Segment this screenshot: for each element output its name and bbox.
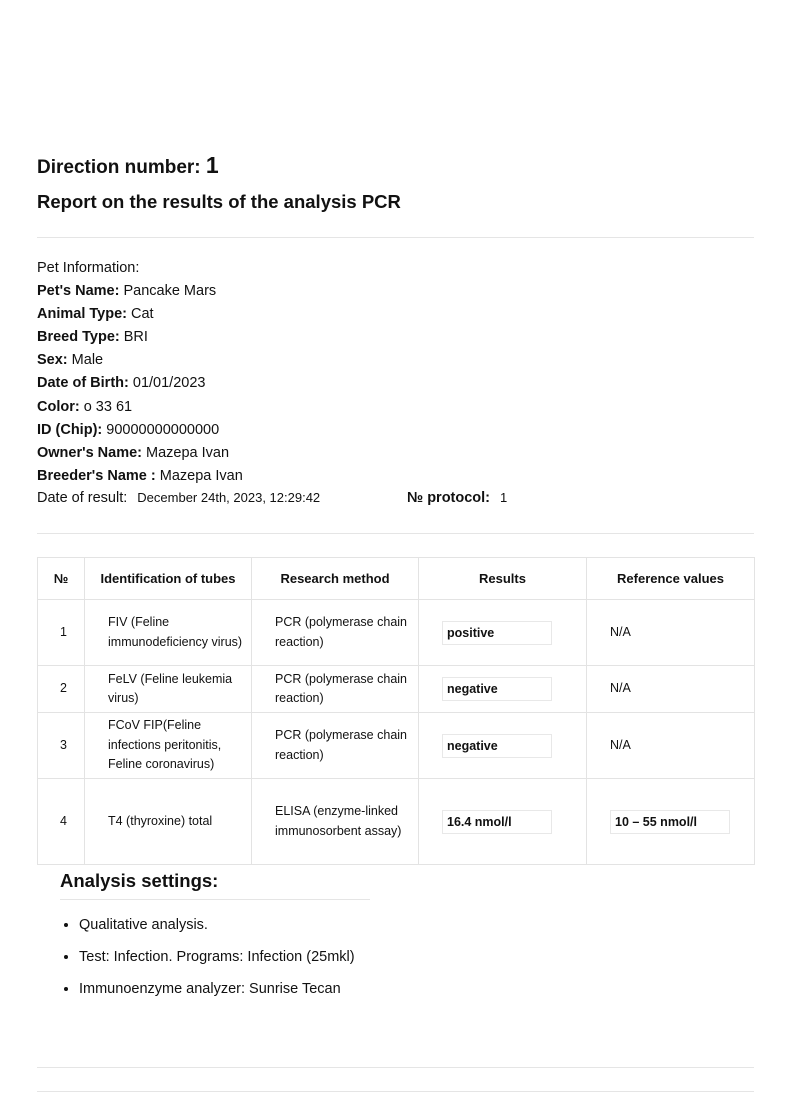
date-of-result-label: Date of result:	[37, 490, 128, 506]
color-row	[37, 396, 243, 419]
table-row	[38, 713, 755, 779]
pet-information	[37, 257, 243, 488]
method-cell: PCR (polymerase chain reaction)	[252, 713, 419, 779]
divider	[37, 237, 754, 238]
reference-value: 10 – 55 nmol/l	[610, 810, 730, 834]
result-cell	[419, 600, 587, 666]
direction-label: Direction number:	[37, 157, 201, 178]
method-cell: PCR (polymerase chain reaction)	[252, 666, 419, 713]
field-value: BRI	[123, 329, 148, 346]
divider	[37, 1067, 754, 1068]
field-value: Mazepa Ivan	[146, 444, 230, 461]
result-value: 16.4 nmol/l	[442, 810, 552, 834]
pet-name-row	[37, 280, 243, 303]
result-cell	[419, 779, 587, 865]
field-value: 90000000000000	[106, 421, 220, 438]
header-number: №	[38, 558, 85, 600]
date-of-birth-row	[37, 372, 243, 395]
settings-title: Analysis settings:	[60, 870, 219, 891]
reference-cell	[587, 779, 755, 865]
tube-cell: FIV (Feline immunodeficiency virus)	[85, 600, 252, 666]
table-row	[38, 779, 755, 865]
tube-cell: FCoV FIP(Feline infections peritonitis, Feline coronavirus)	[85, 713, 252, 779]
results-table	[37, 557, 755, 865]
header-results: Results	[419, 558, 587, 600]
direction-number: 1	[205, 152, 219, 178]
result-cell	[419, 713, 587, 779]
field-value: Pancake Mars	[123, 283, 217, 300]
field-value: Mazepa Ivan	[159, 467, 243, 484]
owner-name-row	[37, 442, 243, 465]
protocol	[407, 490, 507, 506]
result-date-line	[37, 490, 754, 506]
settings-divider	[60, 899, 370, 900]
field-label: Owner's Name:	[37, 444, 142, 461]
result-value: positive	[442, 621, 552, 645]
method-cell: ELISA (enzyme-linked immunosorbent assay)	[252, 779, 419, 865]
pet-info-heading: Pet Information:	[37, 260, 140, 276]
list-item: • Qualitative analysis.	[79, 916, 370, 934]
list-item: • Immunoenzyme analyzer: Sunrise Tecan	[79, 980, 370, 998]
field-label: Date of Birth:	[37, 375, 129, 392]
reference-cell: N/A	[587, 713, 755, 779]
table-row	[38, 666, 755, 713]
tube-cell: FeLV (Feline leukemia virus)	[85, 666, 252, 713]
result-value: negative	[442, 734, 552, 758]
field-value: o 33 61	[83, 398, 133, 415]
field-label: Breed Type:	[37, 329, 120, 346]
table-header-row	[38, 558, 755, 600]
method-cell: PCR (polymerase chain reaction)	[252, 600, 419, 666]
field-label: Sex:	[37, 352, 68, 369]
header-tubes: Identification of tubes	[85, 558, 252, 600]
protocol-value: 1	[500, 490, 508, 505]
field-label: Color:	[37, 398, 80, 415]
divider	[37, 533, 754, 534]
tube-cell: T4 (thyroxine) total	[85, 779, 252, 865]
field-label: ID (Chip):	[37, 421, 103, 438]
field-value: Cat	[131, 306, 154, 323]
row-number: 3	[38, 713, 85, 779]
reference-cell: N/A	[587, 600, 755, 666]
field-label: Animal Type:	[37, 306, 127, 323]
result-cell	[419, 666, 587, 713]
field-value: 01/01/2023	[132, 375, 206, 392]
table-row	[38, 600, 755, 666]
result-value: negative	[442, 677, 552, 701]
header-method: Research method	[252, 558, 419, 600]
protocol-label: № protocol:	[407, 490, 491, 506]
reference-cell: N/A	[587, 666, 755, 713]
divider	[37, 1091, 754, 1092]
report-title: Report on the results of the analysis PCR	[37, 191, 401, 212]
animal-type-row	[37, 303, 243, 326]
field-label: Pet's Name:	[37, 283, 120, 300]
direction-heading	[37, 152, 219, 179]
sex-row	[37, 349, 243, 372]
chip-id-row	[37, 419, 243, 442]
field-value: Male	[71, 352, 104, 369]
row-number: 1	[38, 600, 85, 666]
field-label: Breeder's Name :	[37, 467, 156, 484]
breed-type-row	[37, 326, 243, 349]
header-reference: Reference values	[587, 558, 755, 600]
row-number: 2	[38, 666, 85, 713]
breeder-name-row	[37, 465, 243, 488]
row-number: 4	[38, 779, 85, 865]
list-item: • Test: Infection. Programs: Infection (25mkl)	[79, 948, 370, 966]
settings-list	[60, 916, 370, 998]
analysis-settings	[60, 870, 370, 1012]
date-of-result-value: December 24th, 2023, 12:29:42	[137, 490, 321, 505]
